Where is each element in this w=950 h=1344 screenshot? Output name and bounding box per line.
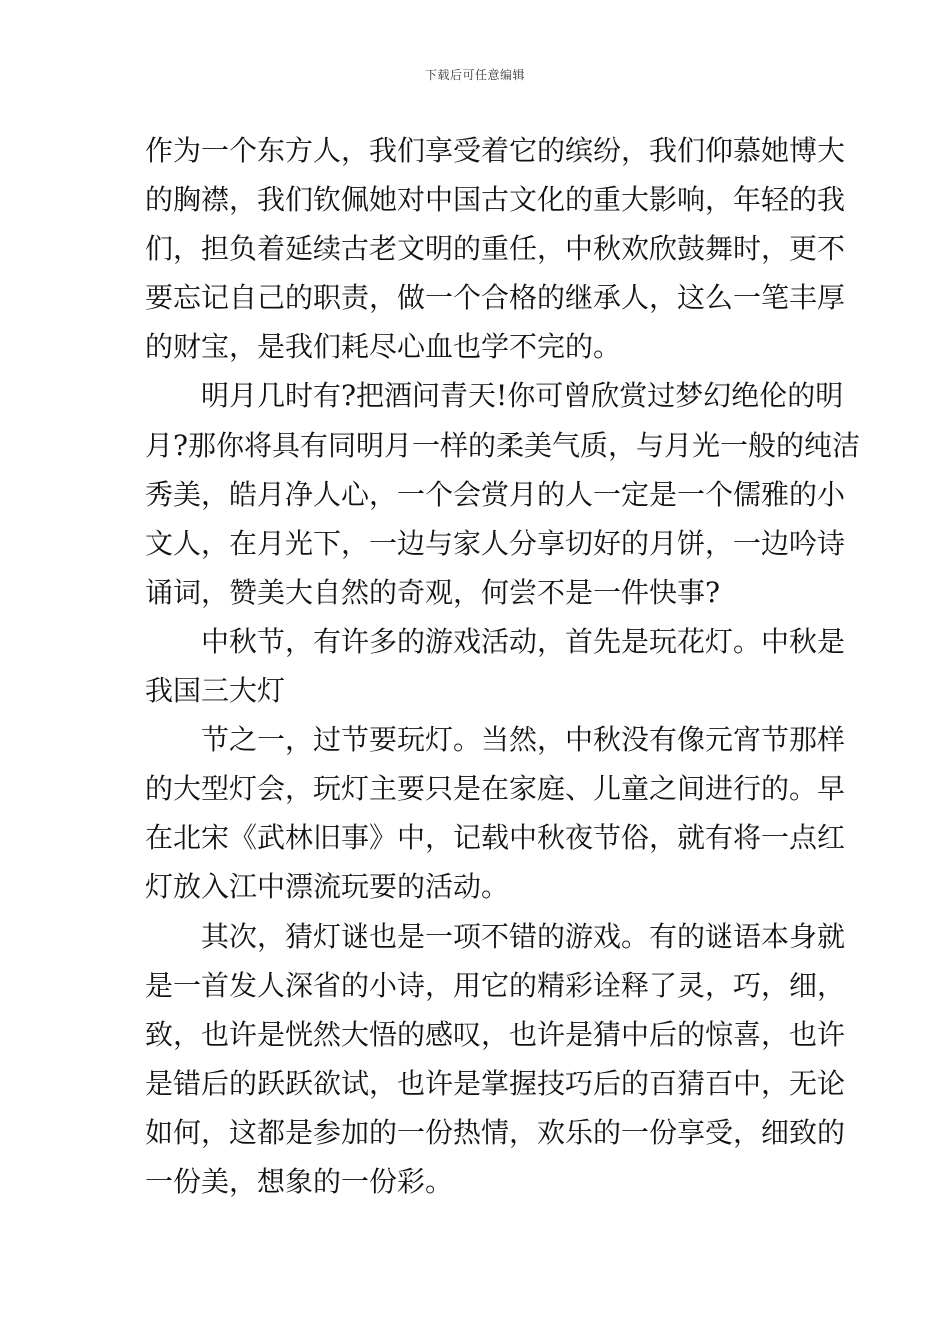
text-line: 灯放入江中漂流玩要的活动。	[145, 870, 510, 904]
text-line: 我国三大灯	[145, 674, 286, 708]
text-line: 的胸襟，我们钦佩她对中国古文化的重大影响，年轻的我	[145, 183, 846, 217]
paragraph-start-line: 明月几时有?把酒问青天!你可曾欣赏过梦幻绝伦的明	[201, 379, 844, 413]
paragraph-start-line: 中秋节，有许多的游戏活动，首先是玩花灯。中秋是	[201, 624, 846, 658]
text-line: 作为一个东方人，我们享受着它的缤纷，我们仰慕她博大	[145, 134, 846, 167]
text-line: 秀美，皓月净人心，一个会赏月的人一定是一个儒雅的小	[145, 477, 846, 511]
header-note: 下载后可任意编辑	[424, 68, 525, 82]
text-line: 在北宋《武林旧事》中，记载中秋夜节俗，就有将一点红	[145, 821, 846, 855]
text-line: 文人，在月光下，一边与家人分享切好的月饼，一边吟诗	[145, 526, 846, 560]
text-line: 如何，这都是参加的一份热情，欢乐的一份享受，细致的	[145, 1115, 846, 1149]
text-line: 一份美，想象的一份彩。	[145, 1164, 454, 1198]
text-line: 要忘记自己的职责，做一个合格的继承人，这么一笔丰厚	[145, 281, 846, 315]
text-line: 是错后的跃跃欲试，也许是掌握技巧后的百猜百中，无论	[145, 1066, 846, 1100]
text-line: 们，担负着延续古老文明的重任，中秋欢欣鼓舞时，更不	[145, 232, 846, 266]
text-line: 致，也许是恍然大悟的感叹，也许是猜中后的惊喜，也许	[145, 1017, 846, 1051]
document-body	[145, 126, 861, 1206]
text-line: 诵词，赞美大自然的奇观，何尝不是一件快事?	[145, 575, 721, 609]
text-line: 的财宝，是我们耗尽心血也学不完的。	[145, 330, 622, 364]
paragraph-start-line: 其次，猜灯谜也是一项不错的游戏。有的谜语本身就	[201, 919, 846, 953]
text-line: 是一首发人深省的小诗，用它的精彩诠释了灵，巧，细，	[145, 968, 846, 1002]
text-line: 的大型灯会，玩灯主要只是在家庭、儿童之间进行的。早	[145, 772, 846, 806]
paragraph-start-line: 节之一，过节要玩灯。当然，中秋没有像元宵节那样	[201, 723, 846, 757]
text-line: 月?那你将具有同明月一样的柔美气质，与月光一般的纯洁	[145, 428, 861, 462]
